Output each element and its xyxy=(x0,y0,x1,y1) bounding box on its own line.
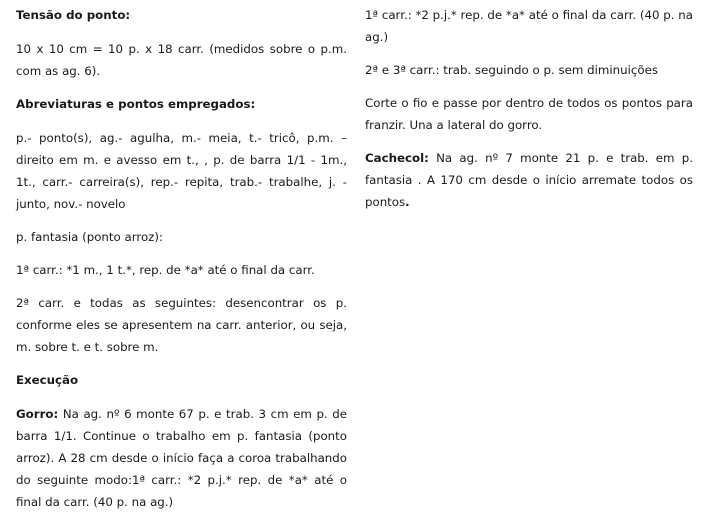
crown-rows-2-3: 2ª e 3ª carr.: trab. seguindo o p. sem diminuições xyxy=(365,63,658,77)
abbreviations-heading: Abreviaturas e pontos empregados: xyxy=(16,97,256,111)
right-column xyxy=(365,4,693,224)
scarf-label: Cachecol: xyxy=(365,151,429,165)
scarf-text: Na ag. nº 7 monte 21 p. e trab. em p. fantasia . A 170 cm desde o início arremate todos os pontos xyxy=(365,151,693,209)
hat-label: Gorro: xyxy=(16,407,59,421)
execution-heading: Execução xyxy=(16,373,79,387)
left-column xyxy=(16,4,347,524)
crown-row-1: 1ª carr.: *2 p.j.* rep. de *a* até o final da carr. (40 p. na ag.) xyxy=(365,8,693,44)
abbreviations-text: p.- ponto(s), ag.- agulha, m.- meia, t.- tricô, p.m. – direito em m. e avesso em t., , p. de barra 1/1 - 1m., 1t., carr.- carreira(s), rep.- repita, trab.- trabalhe, j. - junto, nov.- novelo xyxy=(16,131,347,211)
pattern-row-1: 1ª carr.: *1 m., 1 t.*, rep. de *a* até o final da carr. xyxy=(16,263,315,277)
hat-instructions xyxy=(16,403,347,513)
finishing-text: Corte o fio e passe por dentro de todos os pontos para franzir. Una a lateral do gorro. xyxy=(365,96,693,132)
scarf-end-period: . xyxy=(405,195,410,209)
stitch-pattern-title: p. fantasia (ponto arroz): xyxy=(16,230,163,244)
scarf-instructions xyxy=(365,147,693,213)
hat-text: Na ag. nº 6 monte 67 p. e trab. 3 cm em p. de barra 1/1. Continue o trabalho em p. fantasia (ponto arroz). A 28 cm desde o início faça a coroa trabalhando do seguinte modo:1ª carr.: *2 p.j.* rep. de *a* até o final da carr. (40 p. na ag.) xyxy=(16,407,347,509)
tension-heading: Tensão do ponto: xyxy=(16,8,131,22)
pattern-row-2: 2ª carr. e todas as seguintes: desencontrar os p. conforme eles se apresentem na carr. anterior, ou seja, m. sobre t. e t. sobre m. xyxy=(16,296,347,354)
tension-text: 10 x 10 cm = 10 p. x 18 carr. (medidos sobre o p.m. com as ag. 6). xyxy=(16,42,347,78)
